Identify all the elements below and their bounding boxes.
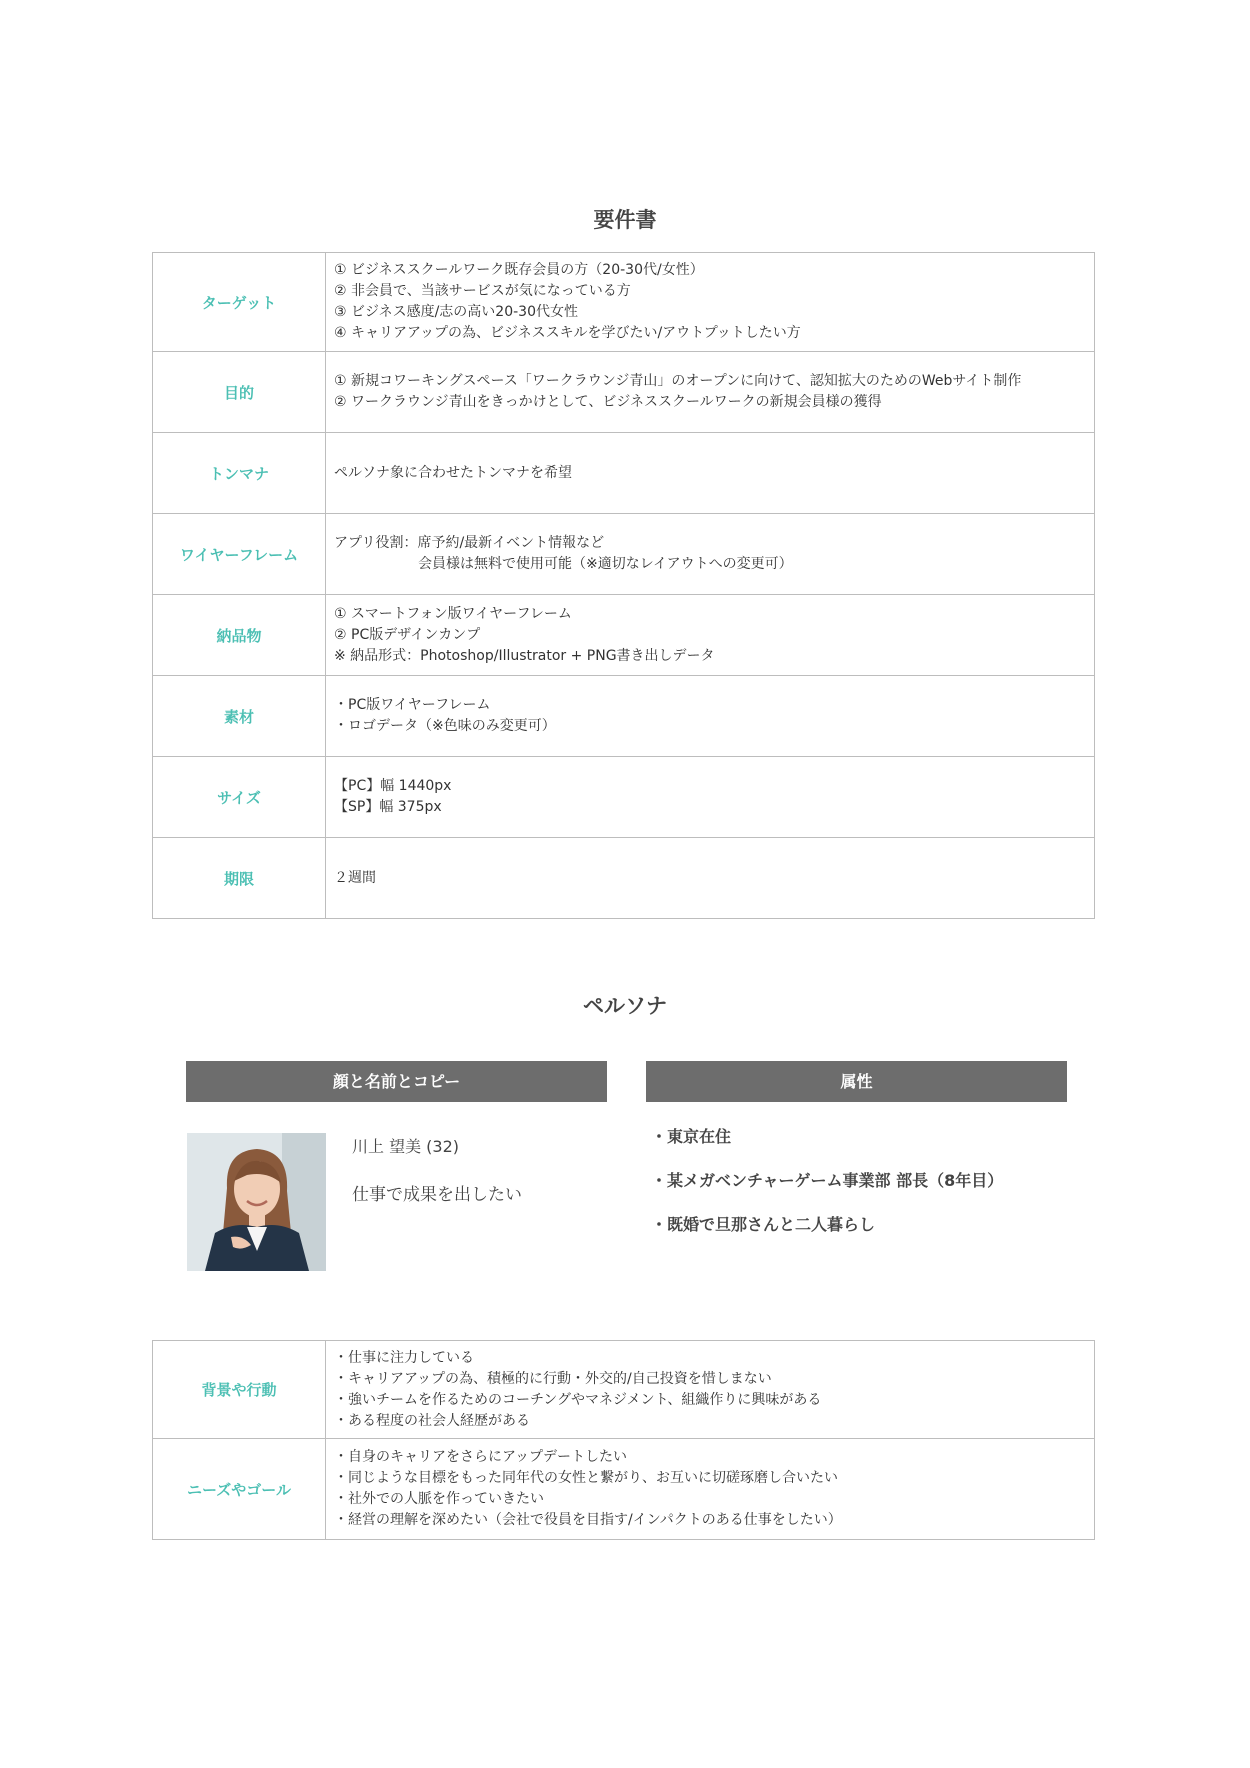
content-line: ② 非会員で、当該サービスが気になっている方 xyxy=(334,283,631,299)
persona-title: ペルソナ xyxy=(583,994,667,1018)
table-row xyxy=(153,757,1095,838)
content-line: ・ロゴデータ（※色味のみ変更可） xyxy=(334,718,556,734)
row-content xyxy=(326,253,1095,352)
row-label: 素材 xyxy=(153,676,326,757)
content-line: ・経営の理解を深めたい（会社で役員を目指す/インパクトのある仕事をしたい） xyxy=(334,1512,842,1528)
table-row xyxy=(153,433,1095,514)
table-row xyxy=(153,253,1095,352)
row-label: ニーズやゴール xyxy=(153,1439,326,1540)
table-row xyxy=(153,838,1095,919)
content-line: ２週間 xyxy=(334,869,376,886)
row-label: 納品物 xyxy=(153,595,326,676)
content-line: ・キャリアアップの為、積極的に行動・外交的/自己投資を惜しまない xyxy=(334,1370,772,1387)
content-line: 【SP】幅 375px xyxy=(334,799,442,815)
content-line: ・自身のキャリアをさらにアップデートしたい xyxy=(334,1449,628,1465)
table-row xyxy=(153,676,1095,757)
content-line: アプリ役割：席予約/最新イベント情報など xyxy=(334,535,605,551)
table-row xyxy=(153,352,1095,433)
content-line: 会員様は無料で使用可能（※適切なレイアウトへの変更可） xyxy=(418,556,793,572)
row-label: 背景や行動 xyxy=(153,1341,326,1439)
row-label: 期限 xyxy=(153,838,326,919)
content-line: ① スマートフォン版ワイヤーフレーム xyxy=(334,605,572,622)
person-portrait-icon xyxy=(187,1133,326,1271)
attribute-item: ・東京在住 xyxy=(651,1127,732,1146)
content-line: ・強いチームを作るためのコーチングやマネジメント、組織作りに興味がある xyxy=(334,1391,822,1408)
requirements-table xyxy=(152,252,1095,919)
row-content xyxy=(326,514,1095,595)
row-label: 目的 xyxy=(153,352,326,433)
face-header-bar: 顔と名前とコピー xyxy=(186,1061,607,1102)
content-line: ① 新規コワーキングスペース「ワークラウンジ青山」のオープンに向けて、認知拡大のためのWebサイト制作 xyxy=(334,373,1022,389)
row-label: ワイヤーフレーム xyxy=(153,514,326,595)
content-line: ② ワークラウンジ青山をきっかけとして、ビジネススクールワークの新規会員様の獲得 xyxy=(334,394,882,410)
attribute-item: ・既婚で旦那さんと二人暮らし xyxy=(651,1215,876,1234)
row-content xyxy=(326,838,1095,919)
table-row xyxy=(153,1439,1095,1540)
content-line: ③ ビジネス感度/志の高い20-30代女性 xyxy=(334,304,578,320)
row-content xyxy=(326,676,1095,757)
row-label: トンマナ xyxy=(153,433,326,514)
content-line: ペルソナ象に合わせたトンマナを希望 xyxy=(334,464,572,481)
row-content xyxy=(326,595,1095,676)
row-content xyxy=(326,433,1095,514)
requirements-title: 要件書 xyxy=(593,208,657,232)
row-label: サイズ xyxy=(153,757,326,838)
row-content xyxy=(326,1439,1095,1540)
persona-name: 川上 望美 (32) xyxy=(352,1137,460,1156)
row-content xyxy=(326,757,1095,838)
row-label: ターゲット xyxy=(153,253,326,352)
row-content xyxy=(326,352,1095,433)
content-line: ・社外での人脈を作っていきたい xyxy=(334,1491,544,1507)
persona-copy: 仕事で成果を出したい xyxy=(352,1185,522,1205)
content-line: ・仕事に注力している xyxy=(334,1349,474,1366)
table-row xyxy=(153,514,1095,595)
content-line: ① ビジネススクールワーク既存会員の方（20-30代/女性） xyxy=(334,262,704,278)
attribute-header-bar: 属性 xyxy=(646,1061,1067,1102)
row-content xyxy=(326,1341,1095,1439)
table-row xyxy=(153,595,1095,676)
content-line: ・PC版ワイヤーフレーム xyxy=(334,697,491,713)
table-row xyxy=(153,1341,1095,1439)
content-line: ※ 納品形式：Photoshop/Illustrator + PNG書き出しデータ xyxy=(334,647,715,664)
content-line: ・ある程度の社会人経歴がある xyxy=(334,1412,530,1429)
persona-photo xyxy=(187,1133,326,1271)
behavior-table xyxy=(152,1340,1095,1540)
content-line: ② PC版デザインカンプ xyxy=(334,626,481,643)
content-line: ・同じような目標をもった同年代の女性と繋がり、お互いに切磋琢磨し合いたい xyxy=(334,1470,838,1486)
content-line: 【PC】幅 1440px xyxy=(334,778,452,794)
attribute-item: ・某メガベンチャーゲーム事業部 部長（8年目） xyxy=(651,1171,1004,1190)
content-line: ④ キャリアアップの為、ビジネススキルを学びたい/アウトプットしたい方 xyxy=(334,325,801,341)
